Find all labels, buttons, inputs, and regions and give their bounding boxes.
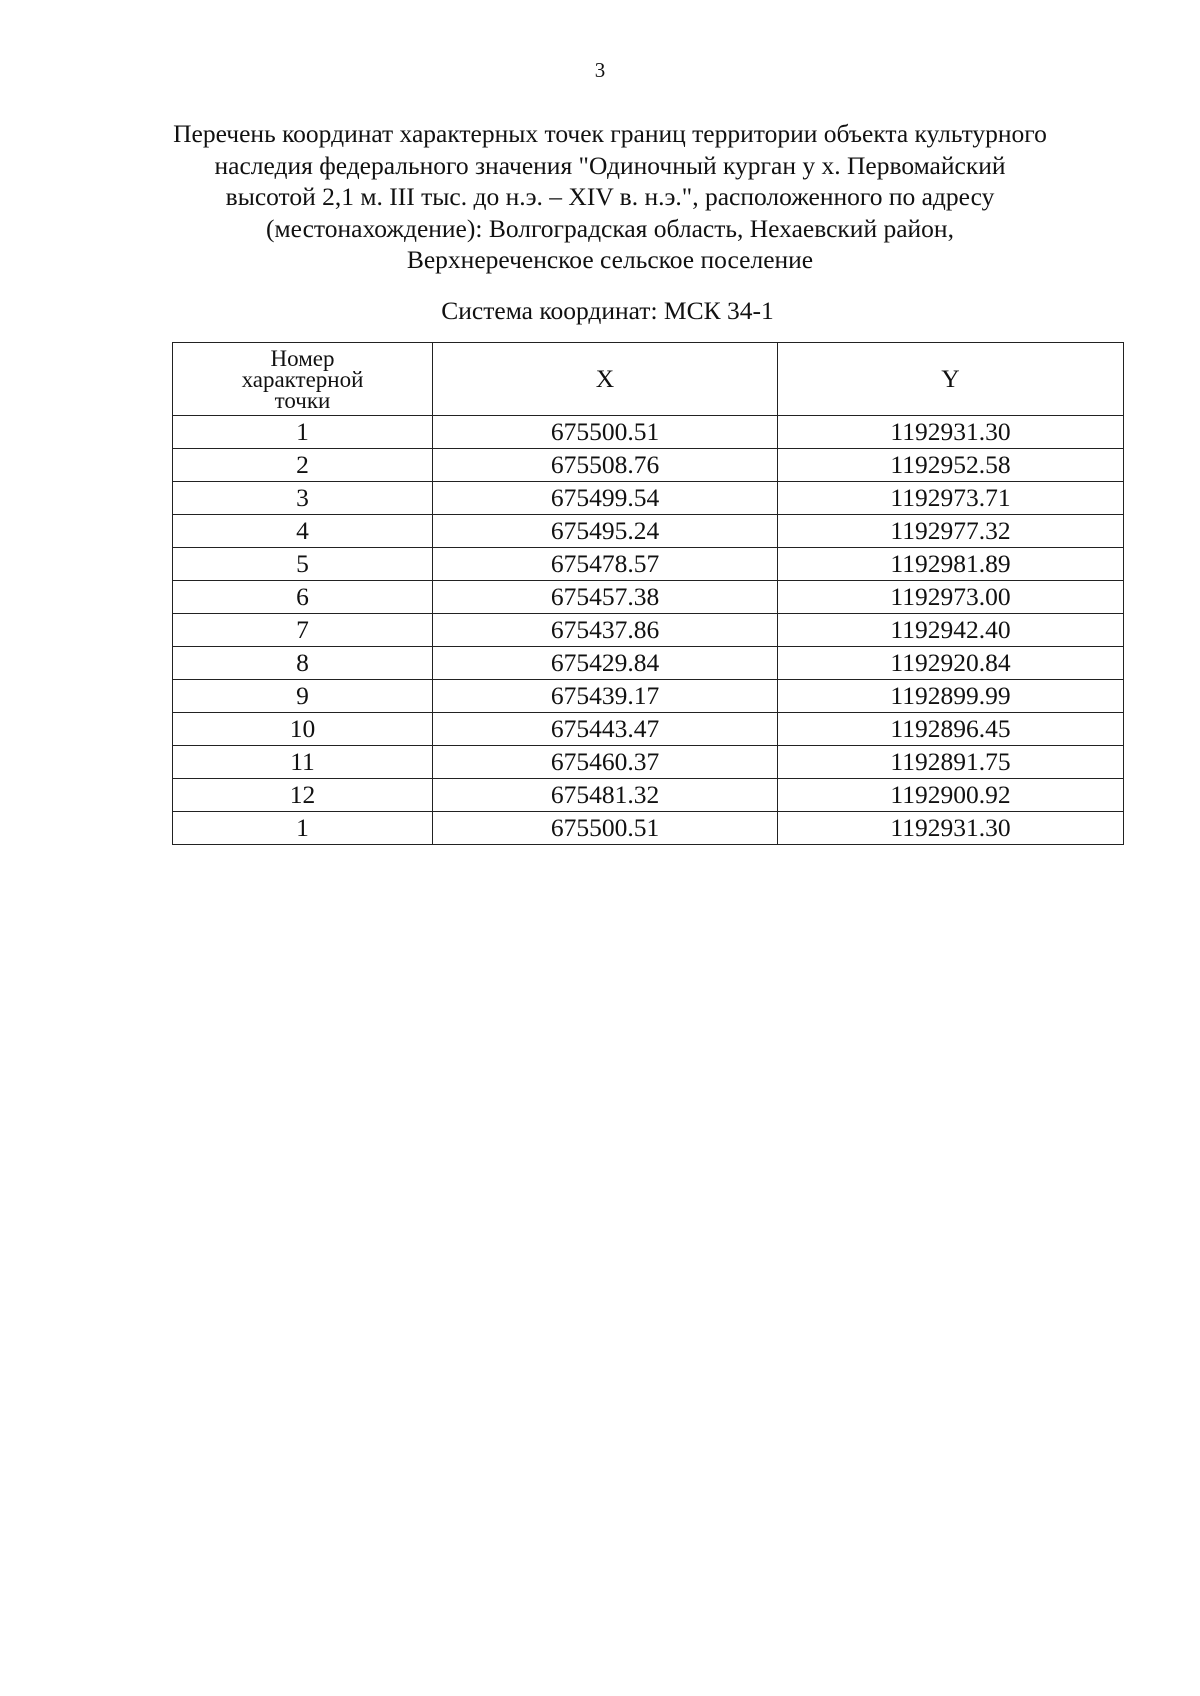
table-row [173,482,1124,515]
title-line: Верхнереченское сельское поселение [406,245,814,274]
document-title [150,118,1070,276]
cell-x: 675457.38 [433,581,778,614]
header-point-number [173,343,433,416]
cell-point-number: 1 [173,812,433,845]
table-row [173,647,1124,680]
cell-x: 675437.86 [433,614,778,647]
cell-point-number: 8 [173,647,433,680]
table-row [173,713,1124,746]
cell-y: 1192952.58 [778,449,1124,482]
cell-point-number: 12 [173,779,433,812]
cell-y: 1192896.45 [778,713,1124,746]
table-row [173,581,1124,614]
title-line: (местонахождение): Волгоградская область, Нехаевский район, [266,213,954,243]
cell-point-number: 11 [173,746,433,779]
title-line: Перечень координат характерных точек границ территории объекта культурного [173,119,1047,148]
title-line: наследия федерального значения "Одиночный курган у х. Первомайский [214,150,1006,180]
cell-x: 675443.47 [433,713,778,746]
cell-y: 1192942.40 [778,614,1124,647]
cell-y: 1192920.84 [778,647,1124,680]
cell-x: 675499.54 [433,482,778,515]
cell-x: 675478.57 [433,548,778,581]
cell-point-number: 2 [173,449,433,482]
cell-x: 675439.17 [433,680,778,713]
cell-x: 675429.84 [433,647,778,680]
page-number: 3 [594,58,606,82]
header-point-number-line: точки [274,387,331,413]
table-row [173,680,1124,713]
cell-y: 1192973.00 [778,581,1124,614]
title-line: высотой 2,1 м. III тыс. до н.э. – XIV в. н.э.", расположенного по адресу [225,182,995,211]
cell-point-number: 7 [173,614,433,647]
table-row [173,746,1124,779]
cell-point-number: 9 [173,680,433,713]
cell-y: 1192891.75 [778,746,1124,779]
cell-x: 675481.32 [433,779,778,812]
table-header-row [173,343,1124,416]
cell-y: 1192973.71 [778,482,1124,515]
table-row [173,548,1124,581]
cell-point-number: 1 [173,416,433,449]
coordinate-system-label: Система координат: МСК 34-1 [441,296,774,325]
table-row [173,515,1124,548]
cell-y: 1192981.89 [778,548,1124,581]
cell-point-number: 10 [173,713,433,746]
cell-y: 1192931.30 [778,812,1124,845]
cell-point-number: 5 [173,548,433,581]
table-row [173,614,1124,647]
cell-x: 675495.24 [433,515,778,548]
cell-x: 675500.51 [433,416,778,449]
header-point-number-line: характерной [241,366,364,392]
cell-y: 1192899.99 [778,680,1124,713]
cell-point-number: 3 [173,482,433,515]
cell-x: 675460.37 [433,746,778,779]
cell-y: 1192977.32 [778,515,1124,548]
table-row [173,416,1124,449]
header-x: X [433,343,778,416]
header-y: Y [778,343,1124,416]
cell-y: 1192931.30 [778,416,1124,449]
table-row [173,779,1124,812]
cell-point-number: 6 [173,581,433,614]
table-body [173,416,1124,845]
coordinates-table [172,342,1124,845]
header-point-number-line: Номер [270,345,335,371]
table-row [173,449,1124,482]
table-row [173,812,1124,845]
cell-x: 675500.51 [433,812,778,845]
cell-point-number: 4 [173,515,433,548]
cell-x: 675508.76 [433,449,778,482]
cell-y: 1192900.92 [778,779,1124,812]
